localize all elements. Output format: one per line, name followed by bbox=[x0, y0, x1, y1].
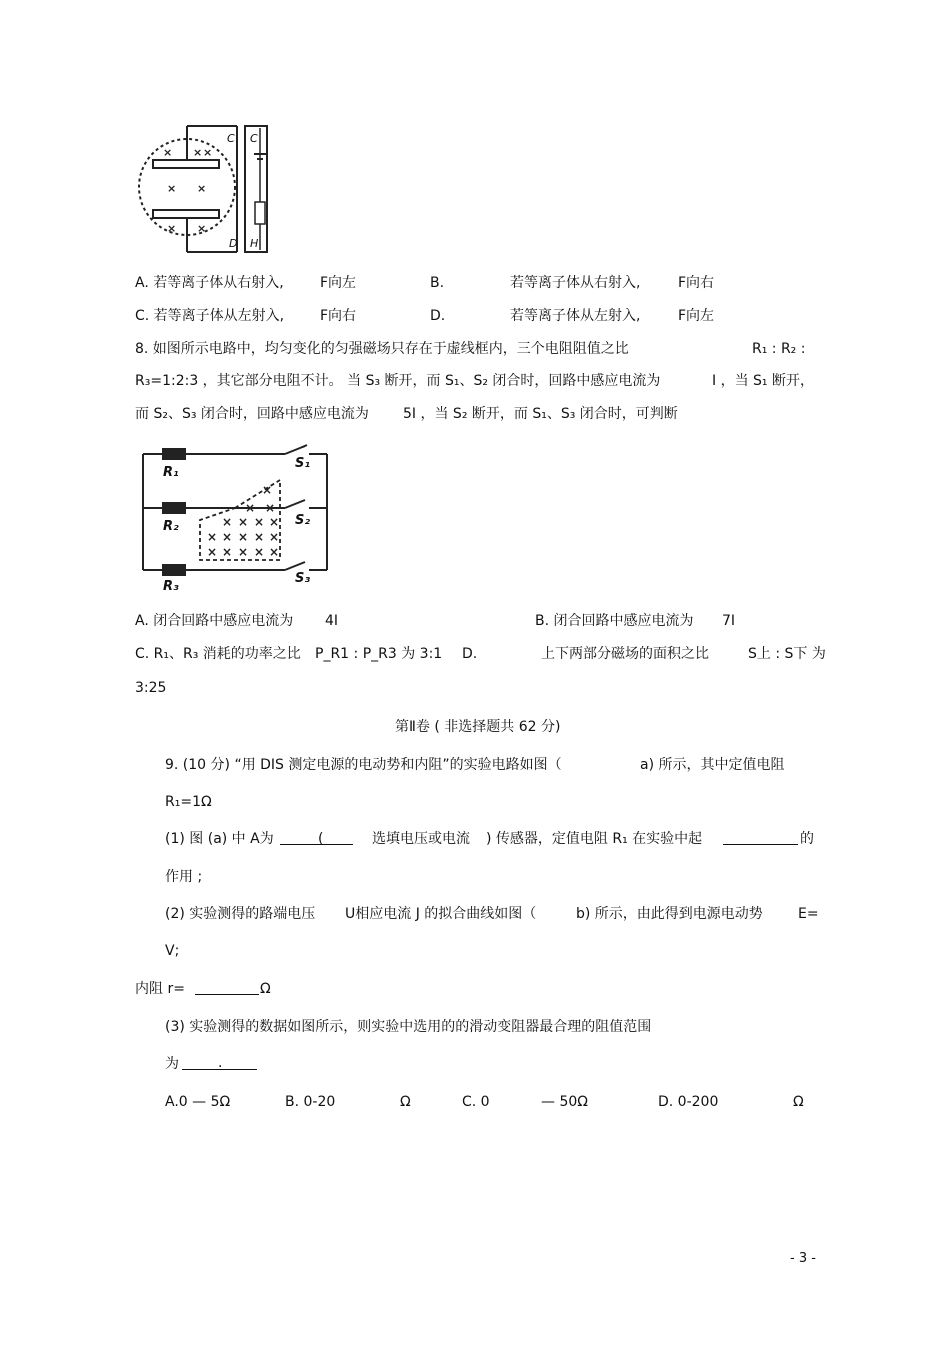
svg-text:×: × bbox=[222, 545, 233, 559]
label-d: D bbox=[229, 237, 238, 250]
q9-p1-cont: 作用 ; bbox=[165, 869, 203, 885]
q9-option-c-tail: — 50Ω bbox=[541, 1094, 588, 1110]
q9-p2-tail: b) 所示，由此得到电源电动势 bbox=[576, 906, 763, 922]
svg-text:×: × bbox=[269, 515, 280, 529]
svg-text:×: × bbox=[207, 530, 218, 544]
q8-option-a: A. 闭合回路中感应电流为 bbox=[135, 613, 294, 629]
q8-line3-tail: 5I ，当 S₂ 断开，而 S₁、S₃ 闭合时，可判断 bbox=[403, 406, 678, 422]
q8-option-d-label: D. bbox=[462, 646, 478, 662]
q7-option-d-label: D. bbox=[430, 308, 446, 324]
q9-p1-paren: ( bbox=[318, 831, 324, 847]
q9-p3: (3) 实验测得的数据如图所示，则实验中选用的的滑动变阻器最合理的阻值范围 bbox=[165, 1019, 652, 1035]
q7-option-c-force: F向右 bbox=[320, 308, 357, 324]
q8-option-a-value: 4I bbox=[325, 613, 339, 629]
q9-p3-wei: 为 bbox=[165, 1056, 179, 1072]
q8-line2-tail: I ，当 S₁ 断开， bbox=[712, 373, 814, 389]
svg-text:×: × bbox=[254, 530, 265, 544]
q9-option-b-unit: Ω bbox=[400, 1094, 411, 1110]
q9-p1-end: 的 bbox=[800, 831, 814, 847]
svg-text:×: × bbox=[197, 182, 207, 195]
svg-text:×: × bbox=[262, 483, 273, 497]
q7-option-b-label: B. bbox=[430, 275, 445, 291]
q8-option-d-cont: 3:25 bbox=[135, 680, 167, 696]
page-number: - 3 - bbox=[790, 1251, 816, 1266]
label-s2: S₂ bbox=[295, 513, 311, 528]
q9-p1: (1) 图 (a) 中 A为 bbox=[165, 831, 274, 847]
q9-option-d: D. 0-200 bbox=[658, 1094, 719, 1110]
label-r3: R₃ bbox=[163, 579, 179, 594]
label-s3: S₃ bbox=[295, 571, 311, 586]
q7-option-a: A. 若等离子体从右射入, bbox=[135, 275, 284, 291]
svg-text:×: × bbox=[222, 515, 233, 529]
q9-option-d-unit: Ω bbox=[793, 1094, 804, 1110]
svg-text:×: × bbox=[222, 530, 233, 544]
q8-option-c-value: P_R1 : P_R3 为 3:1 bbox=[315, 646, 443, 662]
q8-line1: 8. 如图所示电路中，均匀变化的匀强磁场只存在于虚线框内，三个电阻阻值之比 bbox=[135, 341, 629, 357]
label-c2: C bbox=[250, 132, 258, 145]
q8-option-d-value: S上 : S下 为 bbox=[748, 646, 826, 662]
q9-p2-blank-r[interactable] bbox=[195, 980, 259, 995]
svg-text:×: × bbox=[163, 146, 173, 159]
q8-line3: 而 S₂、S₃ 闭合时，回路中感应电流为 bbox=[135, 406, 369, 422]
svg-text:×: × bbox=[269, 530, 280, 544]
q9-p3-dot: . bbox=[218, 1055, 223, 1071]
q9-p1-mid: ) 传感器，定值电阻 R₁ 在实验中起 bbox=[486, 831, 703, 847]
q8-option-b: B. 闭合回路中感应电流为 bbox=[535, 613, 694, 629]
q7-option-c: C. 若等离子体从左射入, bbox=[135, 308, 285, 324]
q9-p2: (2) 实验测得的路端电压 bbox=[165, 906, 316, 922]
q9-p2-mid: U相应电流 J 的拟合曲线如图（ bbox=[345, 906, 537, 922]
q9-p1-blank1[interactable] bbox=[280, 830, 353, 845]
q9-p2-v: V; bbox=[165, 943, 180, 959]
q9-p2-r: 内阻 r= bbox=[135, 981, 185, 997]
q9-option-a: A.0 — 5Ω bbox=[165, 1094, 231, 1110]
q9-p2-e: E= bbox=[798, 906, 819, 922]
q7-option-d-force: F向左 bbox=[678, 308, 715, 324]
q7-option-d: 若等离子体从左射入, bbox=[510, 308, 641, 324]
q9-option-c: C. 0 bbox=[462, 1094, 490, 1110]
svg-text:×: × bbox=[265, 501, 276, 515]
svg-text:×: × bbox=[207, 545, 218, 559]
q9-p2-ohm: Ω bbox=[260, 981, 271, 997]
q8-line2: R₃=1:2:3 ，其它部分电阻不计。 当 S₃ 断开，而 S₁、S₂ 闭合时，回路中感应电流为 bbox=[135, 373, 661, 389]
svg-text:×: × bbox=[238, 530, 249, 544]
q7-option-b-force: F向右 bbox=[678, 275, 715, 291]
svg-text:×: × bbox=[238, 515, 249, 529]
plasma-generator-figure bbox=[135, 122, 285, 257]
svg-text:×: × bbox=[245, 501, 256, 515]
q8-option-b-value: 7I bbox=[722, 613, 736, 629]
svg-text:×: × bbox=[254, 545, 265, 559]
svg-text:×: × bbox=[269, 545, 280, 559]
q8-option-c: C. R₁、R₃ 消耗的功率之比 bbox=[135, 646, 301, 662]
label-c1: C bbox=[227, 132, 235, 145]
section-title: 第Ⅱ卷 ( 非选择题共 62 分) bbox=[395, 719, 561, 735]
q7-option-a-force: F向左 bbox=[320, 275, 357, 291]
svg-text:×: × bbox=[197, 222, 207, 235]
q9-p1-blank2[interactable] bbox=[723, 830, 798, 845]
svg-text:×: × bbox=[254, 515, 265, 529]
q8-line1-ratio: R₁ : R₂ : bbox=[752, 341, 806, 357]
label-r2: R₂ bbox=[163, 519, 179, 534]
q7-option-b: 若等离子体从右射入, bbox=[510, 275, 641, 291]
svg-text:×: × bbox=[193, 146, 203, 159]
q9-intro-r1: R₁=1Ω bbox=[165, 794, 212, 810]
q9-intro-tail: a) 所示，其中定值电阻 bbox=[640, 757, 785, 773]
q9-p1-hint: 选填电压或电流 bbox=[372, 831, 470, 847]
q9-intro: 9. (10 分) “用 DIS 测定电源的电动势和内阻”的实验电路如图（ bbox=[165, 757, 562, 773]
svg-text:×: × bbox=[167, 182, 177, 195]
svg-text:×: × bbox=[203, 146, 213, 159]
q8-option-d: 上下两部分磁场的面积之比 bbox=[541, 646, 709, 662]
svg-text:×: × bbox=[167, 222, 177, 235]
svg-text:×: × bbox=[238, 545, 249, 559]
label-r1: R₁ bbox=[163, 465, 179, 480]
q9-option-b: B. 0-20 bbox=[285, 1094, 336, 1110]
label-h: H bbox=[250, 237, 259, 250]
label-s1: S₁ bbox=[295, 456, 311, 471]
